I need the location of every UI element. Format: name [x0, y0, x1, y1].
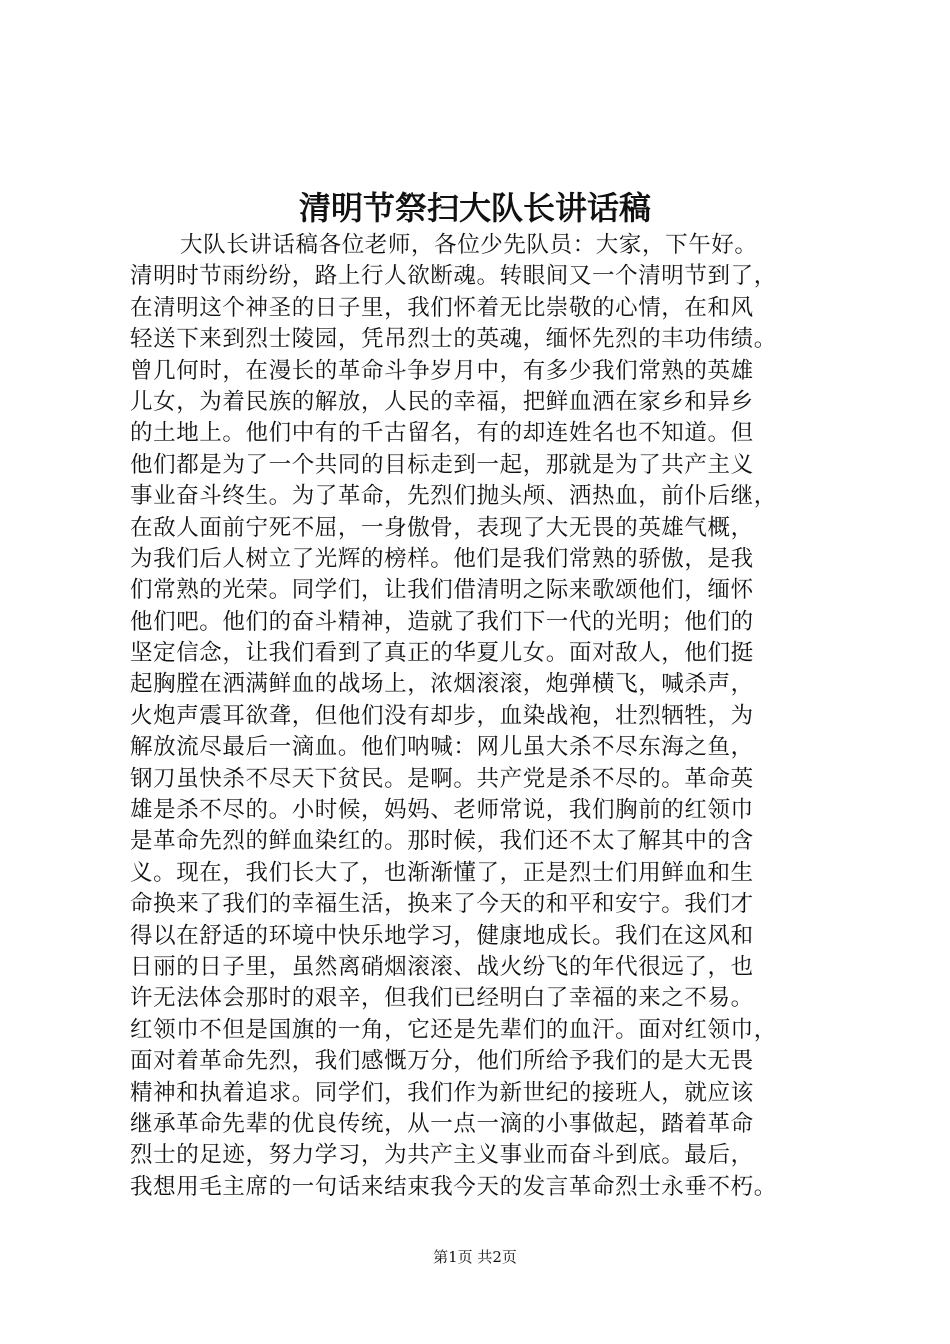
body-line: 许无法体会那时的艰辛，但我们已经明白了幸福的来之不易。	[130, 985, 754, 1012]
body-line: 日丽的日子里，虽然离硝烟滚滚、战火纷飞的年代很远了，也	[130, 953, 754, 980]
body-line: 他们吧。他们的奋斗精神，造就了我们下一代的光明；他们的	[130, 608, 754, 635]
body-line: 雄是杀不尽的。小时候，妈妈、老师常说，我们胸前的红领巾	[130, 797, 754, 824]
body-line: 坚定信念，让我们看到了真正的华夏儿女。面对敌人，他们挺	[130, 640, 754, 667]
body-line: 是革命先烈的鲜血染红的。那时候，我们还不太了解其中的含	[130, 828, 754, 855]
body-line: 红领巾不但是国旗的一角，它还是先辈们的血汗。面对红领巾，	[130, 1016, 777, 1043]
body-line: 我想用毛主席的一句话来结束我今天的发言革命烈士永垂不朽。	[130, 1173, 777, 1200]
body-line: 钢刀虽快杀不尽天下贫民。是啊。共产党是杀不尽的。革命英	[130, 765, 754, 792]
body-line: 他们都是为了一个共同的目标走到一起，那就是为了共产主义	[130, 451, 754, 478]
body-line: 大队长讲话稿各位老师，各位少先队员：大家，下午好。	[180, 232, 758, 258]
body-line: 清明时节雨纷纷，路上行人欲断魂。转眼间又一个清明节到了，	[130, 263, 777, 290]
body-line: 们常熟的光荣。同学们，让我们借清明之际来歌颂他们，缅怀	[130, 577, 754, 604]
body-line: 得以在舒适的环境中快乐地学习，健康地成长。我们在这风和	[130, 922, 754, 949]
body-line: 事业奋斗终生。为了革命，先烈们抛头颅、洒热血，前仆后继，	[130, 483, 777, 510]
body-line: 为我们后人树立了光辉的榜样。他们是我们常熟的骄傲，是我	[130, 545, 754, 572]
body-line: 轻送下来到烈士陵园，凭吊烈士的英魂，缅怀先烈的丰功伟绩。	[130, 326, 777, 353]
page-number-footer: 第1页 共2页	[433, 1248, 517, 1266]
document-body	[130, 230, 830, 1203]
body-line: 起胸膛在洒满鲜血的战场上，浓烟滚滚，炮弹横飞，喊杀声，	[130, 671, 754, 698]
body-line: 命换来了我们的幸福生活，换来了今天的和平和安宁。我们才	[130, 891, 754, 918]
body-line: 儿女，为着民族的解放，人民的幸福，把鲜血洒在家乡和异乡	[130, 388, 754, 415]
body-line: 精神和执着追求。同学们，我们作为新世纪的接班人，就应该	[130, 1079, 754, 1106]
body-line: 解放流尽最后一滴血。他们呐喊：网儿虽大杀不尽东海之鱼，	[130, 734, 754, 761]
body-line: 曾几何时，在漫长的革命斗争岁月中，有多少我们常熟的英雄	[130, 357, 754, 384]
body-line: 烈士的足迹，努力学习，为共产主义事业而奋斗到底。最后，	[130, 1142, 754, 1169]
body-line: 的土地上。他们中有的千古留名，有的却连姓名也不知道。但	[130, 420, 754, 447]
body-line: 面对着革命先烈，我们感慨万分，他们所给予我们的是大无畏	[130, 1048, 754, 1075]
body-line: 义。现在，我们长大了，也渐渐懂了，正是烈士们用鲜血和生	[130, 859, 754, 886]
document-title: 清明节祭扫大队长讲话稿	[298, 189, 651, 227]
body-line: 火炮声震耳欲聋，但他们没有却步，血染战袍，壮烈牺牲，为	[130, 702, 754, 729]
body-line: 在敌人面前宁死不屈，一身傲骨，表现了大无畏的英雄气概，	[130, 514, 754, 541]
body-line: 继承革命先辈的优良传统，从一点一滴的小事做起，踏着革命	[130, 1110, 754, 1137]
body-line: 在清明这个神圣的日子里，我们怀着无比崇敬的心情，在和风	[130, 294, 754, 321]
